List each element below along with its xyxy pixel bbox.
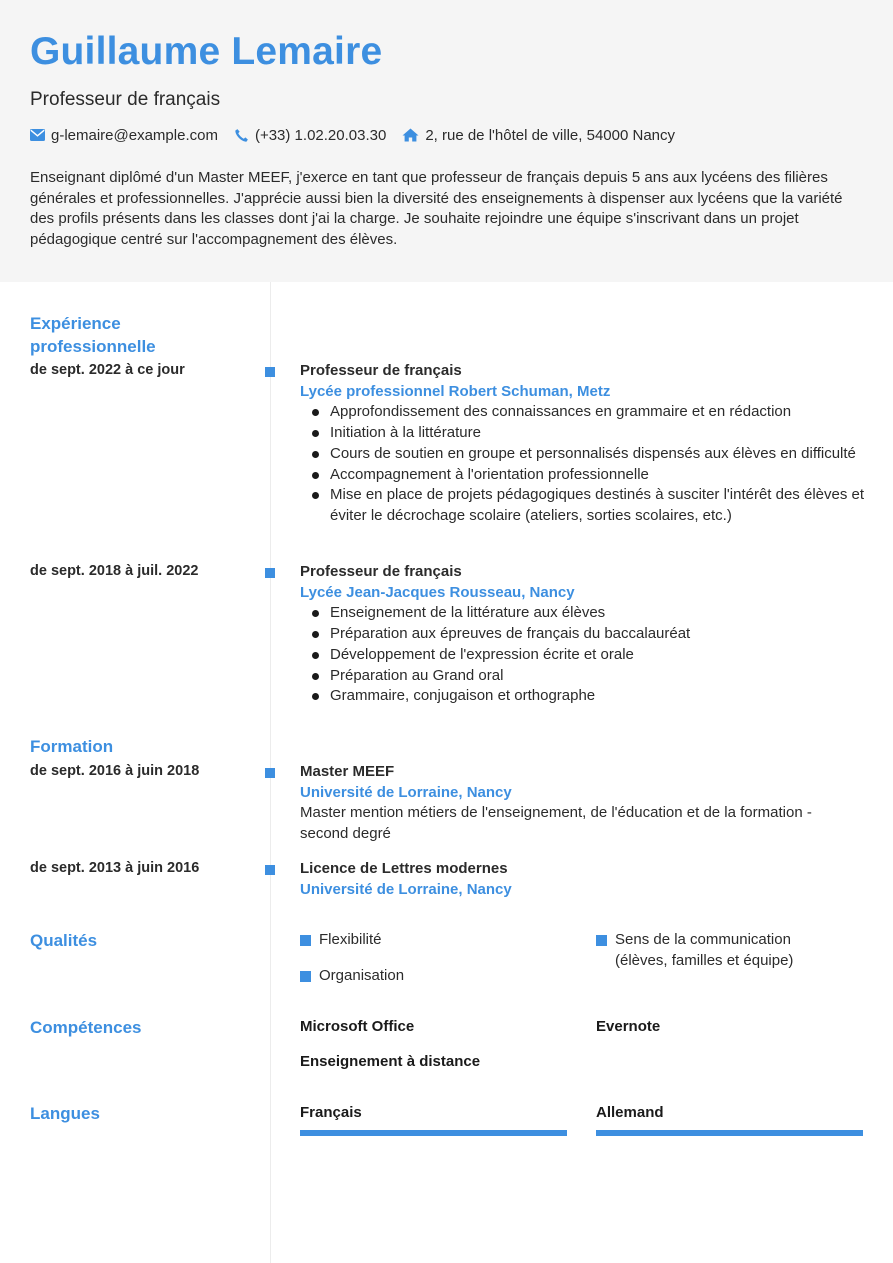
language-item bbox=[300, 1104, 567, 1136]
section-title-skills: Compétences bbox=[30, 1018, 142, 1037]
experience-entry bbox=[300, 361, 865, 527]
contact-email[interactable] bbox=[30, 127, 218, 144]
quality-label: Flexibilité bbox=[319, 931, 382, 948]
language-level-bar bbox=[300, 1130, 567, 1136]
timeline-marker bbox=[265, 865, 275, 875]
list-item: Accompagnement à l'orientation professionnelle bbox=[300, 465, 865, 486]
home-icon bbox=[402, 128, 425, 142]
list-item: Enseignement de la littérature aux élèves bbox=[300, 603, 865, 624]
candidate-name: Guillaume Lemaire bbox=[30, 30, 383, 73]
section-title-languages: Langues bbox=[30, 1104, 100, 1123]
list-item: Développement de l'expression écrite et orale bbox=[300, 645, 865, 666]
list-item: Cours de soutien en groupe et personnalisés dispensés aux élèves en difficulté bbox=[300, 444, 865, 465]
timeline-marker bbox=[265, 568, 275, 578]
skill-item: Evernote bbox=[596, 1018, 661, 1035]
list-item: Grammaire, conjugaison et orthographe bbox=[300, 686, 865, 707]
list-item: Préparation aux épreuves de français du baccalauréat bbox=[300, 624, 865, 645]
contact-phone[interactable] bbox=[234, 127, 386, 144]
language-level-fill bbox=[596, 1130, 863, 1136]
experience-org: Lycée Jean-Jacques Rousseau, Nancy bbox=[300, 583, 575, 601]
education-description: Master mention métiers de l'enseignement, de l'éducation et de la formation - second degré bbox=[300, 804, 812, 843]
education-org: Université de Lorraine, Nancy bbox=[300, 783, 512, 801]
experience-entry bbox=[300, 562, 865, 707]
timeline-marker bbox=[265, 367, 275, 377]
education-org: Université de Lorraine, Nancy bbox=[300, 880, 512, 898]
email-text: g-lemaire@example.com bbox=[51, 126, 218, 144]
square-bullet-icon bbox=[300, 935, 311, 946]
education-date: de sept. 2013 à juin 2016 bbox=[30, 860, 200, 876]
address-text: 2, rue de l'hôtel de ville, 54000 Nancy bbox=[425, 126, 676, 144]
section-title-qualities: Qualités bbox=[30, 931, 98, 950]
education-date: de sept. 2016 à juin 2018 bbox=[30, 763, 200, 779]
list-item: Approfondissement des connaissances en grammaire et en rédaction bbox=[300, 402, 865, 423]
education-entry bbox=[300, 762, 865, 845]
language-name: Allemand bbox=[596, 1104, 664, 1121]
language-level-fill bbox=[300, 1130, 567, 1136]
section-title-experience: Expérience professionnelle bbox=[30, 314, 156, 356]
experience-date: de sept. 2018 à juil. 2022 bbox=[30, 563, 199, 579]
square-bullet-icon bbox=[300, 971, 311, 982]
list-item: Préparation au Grand oral bbox=[300, 666, 865, 687]
contact-address bbox=[402, 127, 675, 144]
experience-bullets bbox=[300, 603, 865, 707]
job-title: Professeur de français bbox=[30, 89, 221, 110]
experience-org: Lycée professionnel Robert Schuman, Metz bbox=[300, 382, 611, 400]
cv-header bbox=[0, 0, 893, 282]
language-level-bar bbox=[596, 1130, 863, 1136]
skill-item: Enseignement à distance bbox=[300, 1053, 481, 1070]
square-bullet-icon bbox=[596, 935, 607, 946]
language-item bbox=[596, 1104, 863, 1136]
envelope-icon bbox=[30, 129, 51, 141]
quality-item bbox=[300, 966, 560, 987]
profile-summary: Enseignant diplômé d'un Master MEEF, j'exerce en tant que professeur de français depuis 5 ans aux lycéens des filières générales et professionnelles. J'apprécie aussi bien la diversité des enseignements à dispenser aux lycéens que la variété des profils présents dans les classes dont j'ai la charge. Je souhaite rejoindre une équipe s'inscrivant dans un projet pédagogique centré sur l'accompagnement des élèves. bbox=[30, 169, 843, 249]
timeline-marker bbox=[265, 768, 275, 778]
list-item: Mise en place de projets pédagogiques destinés à susciter l'intérêt des élèves et éviter le décrochage scolaire (ateliers, sorties scolaires, etc.) bbox=[300, 485, 865, 526]
experience-title: Professeur de français bbox=[300, 563, 462, 580]
phone-icon bbox=[234, 128, 255, 143]
list-item: Initiation à la littérature bbox=[300, 423, 865, 444]
contact-row bbox=[30, 125, 691, 145]
experience-date: de sept. 2022 à ce jour bbox=[30, 362, 185, 378]
quality-label: Organisation bbox=[319, 967, 405, 984]
education-entry bbox=[300, 859, 865, 900]
education-title: Licence de Lettres modernes bbox=[300, 860, 508, 877]
experience-bullets bbox=[300, 402, 865, 526]
section-title-education: Formation bbox=[30, 737, 114, 756]
quality-label: Sens de la communication (élèves, familles et équipe) bbox=[615, 931, 794, 969]
phone-text: (+33) 1.02.20.03.30 bbox=[254, 126, 387, 144]
education-title: Master MEEF bbox=[300, 763, 395, 780]
experience-title: Professeur de français bbox=[300, 362, 462, 379]
language-name: Français bbox=[300, 1104, 362, 1121]
quality-item bbox=[300, 930, 560, 951]
skill-item: Microsoft Office bbox=[300, 1018, 415, 1035]
quality-item bbox=[596, 930, 846, 971]
